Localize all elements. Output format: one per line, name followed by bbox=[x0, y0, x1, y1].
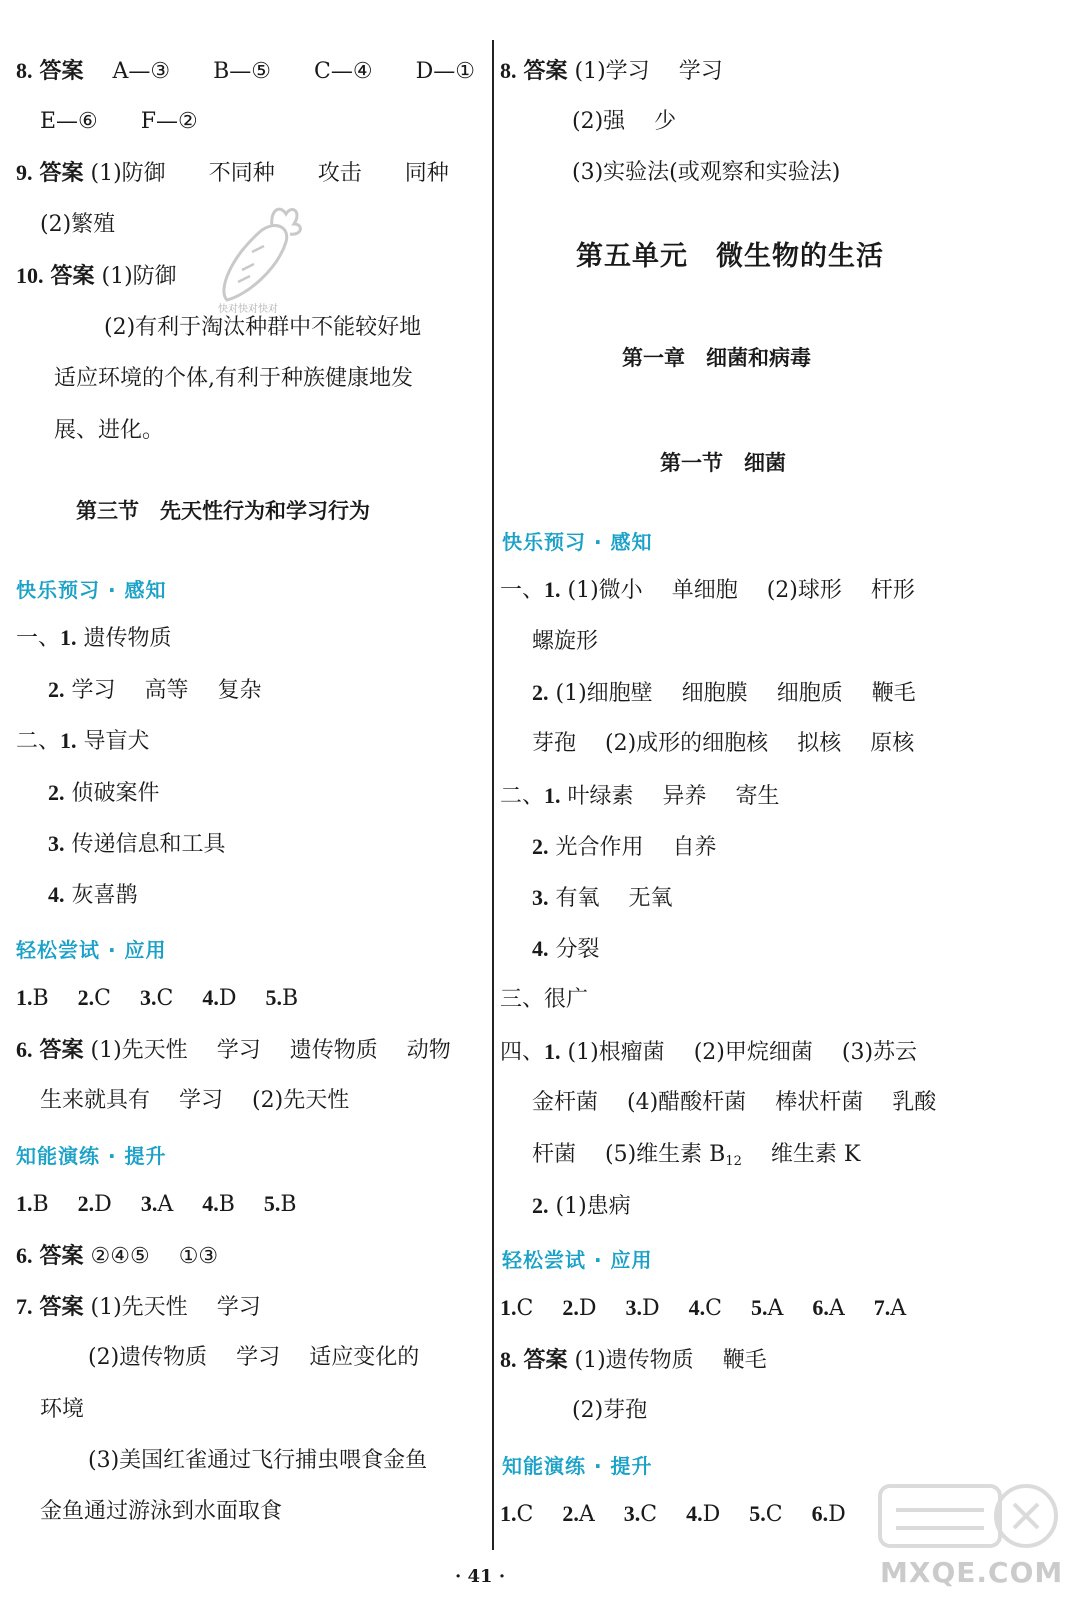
mc-answer bbox=[812, 1293, 844, 1324]
right-two-3 bbox=[532, 883, 673, 914]
q-number: 3. bbox=[625, 1295, 642, 1320]
q-number: 7. bbox=[16, 1294, 33, 1319]
answer-text: ①③ bbox=[178, 1244, 219, 1269]
q-number: 4. bbox=[202, 1191, 219, 1216]
q-number: 1. bbox=[544, 1039, 561, 1064]
answer-text: ②④⑤ bbox=[90, 1244, 150, 1269]
answer-text: (2)先天性 bbox=[252, 1088, 350, 1113]
right-column bbox=[500, 0, 1071, 1599]
part-label: 四、 bbox=[500, 1040, 545, 1065]
answer-text: 学习 bbox=[236, 1345, 281, 1370]
mc-answer bbox=[749, 1499, 782, 1530]
q-number: 8. bbox=[16, 58, 33, 83]
answer-choice: B bbox=[280, 1192, 297, 1217]
answer-text: 分裂 bbox=[555, 937, 600, 962]
right-q8-line1 bbox=[500, 56, 723, 87]
answer-text: 无氧 bbox=[628, 886, 673, 911]
answer-text: 学习 bbox=[216, 1038, 261, 1063]
q-number: 5. bbox=[265, 985, 282, 1010]
mc-answer bbox=[625, 1293, 659, 1324]
mc-answer bbox=[500, 1293, 533, 1324]
section-header-easy-try: 轻松尝试 · 应用 bbox=[16, 938, 167, 962]
mc-answer bbox=[78, 983, 111, 1014]
q-number: 4. bbox=[686, 1501, 703, 1526]
match-item: A—③ bbox=[112, 59, 171, 84]
right-q8-line3 bbox=[572, 158, 840, 188]
answer-text: 高等 bbox=[144, 678, 189, 703]
q-number: 10. bbox=[16, 263, 44, 288]
q-number: 4. bbox=[48, 882, 65, 907]
q-number: 2. bbox=[532, 834, 549, 859]
q-number: 6. bbox=[16, 1243, 33, 1268]
answer-text: 环境 bbox=[40, 1397, 85, 1422]
answer-text: 攻击 bbox=[317, 161, 362, 186]
answer-text: 杆菌 bbox=[532, 1142, 577, 1167]
right-one-1-line2 bbox=[532, 627, 598, 657]
q-number: 6. bbox=[812, 1295, 829, 1320]
answer-text: 适应变化的 bbox=[309, 1345, 420, 1370]
part-label: 三、 bbox=[500, 987, 545, 1012]
answer-text: (5)维生素 B bbox=[605, 1142, 726, 1167]
chapter-title: 第一章 细菌和病毒 bbox=[622, 346, 811, 370]
answer-choice: B bbox=[282, 986, 299, 1011]
answer-text: 灰喜鹊 bbox=[71, 883, 138, 908]
answer-text: (3)苏云 bbox=[841, 1040, 918, 1065]
right-one-2-line1 bbox=[532, 678, 916, 709]
q-number: 9. bbox=[16, 160, 33, 185]
q-number: 4. bbox=[532, 936, 549, 961]
page-number: · 41 · bbox=[455, 1566, 506, 1587]
left-q6b bbox=[16, 1241, 218, 1272]
answer-text: (3)美国红雀通过飞行捕虫喂食金鱼 bbox=[88, 1448, 428, 1473]
answer-text: 细胞膜 bbox=[681, 681, 748, 706]
answer-text: (3)实验法(或观察和实验法) bbox=[572, 160, 841, 185]
right-skill-answers bbox=[500, 1499, 846, 1530]
q-number: 8. bbox=[500, 1347, 517, 1372]
q-number: 3. bbox=[532, 885, 549, 910]
answer-choice: C bbox=[705, 1296, 722, 1321]
match-item: D—① bbox=[415, 59, 475, 84]
answer-choice: A bbox=[767, 1296, 784, 1321]
answer-text: (1)根瘤菌 bbox=[567, 1040, 665, 1065]
right-q8-line2 bbox=[572, 107, 676, 137]
answer-label: 答案 bbox=[523, 59, 568, 84]
q-number: 2. bbox=[562, 1501, 579, 1526]
left-q7-line2 bbox=[88, 1343, 419, 1373]
answer-choice: D bbox=[702, 1502, 721, 1527]
q-number: 1. bbox=[500, 1295, 517, 1320]
answer-text: (1)细胞壁 bbox=[555, 681, 653, 706]
right-q8b-line1 bbox=[500, 1345, 767, 1376]
section-header-happy-preview: 快乐预习 · 感知 bbox=[16, 578, 167, 602]
answer-text: (2)甲烷细菌 bbox=[693, 1040, 813, 1065]
answer-label: 答案 bbox=[39, 1295, 84, 1320]
right-one-1-line1 bbox=[500, 575, 915, 606]
mc-answer bbox=[500, 1499, 533, 1530]
right-three bbox=[500, 985, 588, 1015]
left-q10-line4 bbox=[54, 416, 164, 446]
answer-choice: C bbox=[156, 986, 174, 1011]
answer-text: (1)防御 bbox=[101, 264, 177, 289]
left-two-3 bbox=[48, 829, 226, 860]
answer-text: 单细胞 bbox=[671, 578, 738, 603]
mc-answer bbox=[874, 1293, 906, 1324]
answer-text: 杆形 bbox=[870, 578, 915, 603]
q-number: 2. bbox=[562, 1295, 579, 1320]
mc-answer bbox=[689, 1293, 722, 1324]
answer-text: (1)学习 bbox=[574, 59, 650, 84]
left-one-1 bbox=[16, 623, 172, 654]
answer-text: 遗传物质 bbox=[83, 626, 172, 651]
mc-answer bbox=[78, 1189, 112, 1220]
q-number: 4. bbox=[202, 985, 219, 1010]
answer-text: (4)醋酸杆菌 bbox=[627, 1090, 747, 1115]
answer-label: 答案 bbox=[39, 1038, 84, 1063]
carrot-watermark-icon bbox=[212, 200, 302, 310]
answer-text: (1)先天性 bbox=[90, 1295, 188, 1320]
mc-answer bbox=[16, 1189, 49, 1220]
part-label: 二、 bbox=[500, 784, 545, 809]
q-number: 1. bbox=[500, 1501, 517, 1526]
q-number: 3. bbox=[140, 1191, 158, 1216]
answer-choice: C bbox=[516, 1502, 534, 1527]
q-number: 4. bbox=[688, 1295, 706, 1320]
q-number: 1. bbox=[544, 783, 561, 808]
answer-text: 动物 bbox=[406, 1038, 451, 1063]
mc-answer bbox=[202, 983, 236, 1014]
part-label: 二、 bbox=[16, 729, 61, 754]
q-number: 6. bbox=[16, 1037, 33, 1062]
answer-choice: C bbox=[640, 1502, 658, 1527]
right-one-2-line2 bbox=[532, 729, 914, 759]
answer-label: 答案 bbox=[39, 59, 84, 84]
answer-text: 乳酸 bbox=[892, 1090, 937, 1115]
answer-text: 光合作用 bbox=[555, 835, 644, 860]
answer-choice: C bbox=[516, 1296, 534, 1321]
answer-text: 传递信息和工具 bbox=[71, 832, 226, 857]
q-number: 2. bbox=[48, 780, 65, 805]
column-divider bbox=[492, 40, 494, 1550]
q-number: 1. bbox=[544, 577, 561, 602]
right-four-1-line2 bbox=[532, 1088, 936, 1118]
q-number: 1. bbox=[16, 985, 33, 1010]
answer-text: 导盲犬 bbox=[83, 729, 150, 754]
answer-text: (2)球形 bbox=[766, 578, 842, 603]
answer-text: 芽孢 bbox=[532, 731, 577, 756]
answer-text: (1)微小 bbox=[567, 578, 643, 603]
answer-text: 学习 bbox=[179, 1088, 224, 1113]
answer-text: 很广 bbox=[544, 987, 589, 1012]
left-q6-line2 bbox=[40, 1086, 349, 1116]
answer-text: (2)遗传物质 bbox=[88, 1345, 208, 1370]
answer-choice: B bbox=[32, 1192, 49, 1217]
q-number: 1. bbox=[60, 625, 77, 650]
answer-text: 学习 bbox=[216, 1295, 261, 1320]
answer-text: 螺旋形 bbox=[532, 629, 599, 654]
answer-label: 答案 bbox=[50, 264, 95, 289]
q-number: 2. bbox=[77, 1191, 95, 1216]
match-item: B—⑤ bbox=[213, 59, 272, 84]
answer-text: 原核 bbox=[870, 731, 915, 756]
right-two-2 bbox=[532, 832, 717, 863]
answer-choice: C bbox=[94, 986, 112, 1011]
answer-choice: A bbox=[157, 1192, 174, 1217]
q-number: 2. bbox=[48, 677, 65, 702]
answer-text: 学习 bbox=[678, 59, 723, 84]
answer-choice: A bbox=[828, 1296, 845, 1321]
answer-text: 侦破案件 bbox=[71, 781, 160, 806]
q-number: 8. bbox=[500, 58, 517, 83]
match-item: E—⑥ bbox=[40, 109, 98, 134]
q-number: 2. bbox=[532, 1193, 549, 1218]
left-easy-answers bbox=[16, 983, 298, 1014]
answer-text: 少 bbox=[654, 109, 677, 134]
answer-text: (1)防御 bbox=[90, 161, 166, 186]
left-q9-line1 bbox=[16, 158, 449, 189]
section-header-skill-practice: 知能演练 · 提升 bbox=[502, 1454, 653, 1478]
answer-label: 答案 bbox=[39, 161, 84, 186]
left-q7-line4 bbox=[88, 1446, 427, 1476]
answer-choice: D bbox=[578, 1296, 597, 1321]
mc-answer bbox=[264, 1189, 297, 1220]
match-item: C—④ bbox=[314, 59, 373, 84]
answer-text: (2)芽孢 bbox=[572, 1398, 648, 1423]
answer-choice: C bbox=[765, 1502, 783, 1527]
answer-text: (2)成形的细胞核 bbox=[605, 731, 769, 756]
q-number: 1. bbox=[16, 1191, 33, 1216]
part-label: 一、 bbox=[16, 626, 61, 651]
left-q10-line1 bbox=[16, 261, 177, 292]
unit-title: 第五单元 微生物的生活 bbox=[576, 241, 884, 272]
left-q8-line1 bbox=[16, 56, 475, 87]
mc-answer bbox=[140, 983, 173, 1014]
answer-text: (2)强 bbox=[572, 109, 626, 134]
answer-choice: A bbox=[890, 1296, 907, 1321]
watermark-text: 快对快对快对 bbox=[218, 304, 278, 315]
answer-text: 金鱼通过游泳到水面取食 bbox=[40, 1499, 283, 1524]
q-number: 6. bbox=[811, 1501, 829, 1526]
left-q7-line5 bbox=[40, 1497, 282, 1527]
answer-text: 不同种 bbox=[208, 161, 275, 186]
q-number: 3. bbox=[623, 1501, 641, 1526]
match-item: F—② bbox=[140, 109, 198, 134]
q-number: 3. bbox=[48, 831, 65, 856]
left-q7-line1 bbox=[16, 1292, 261, 1323]
answer-choice: D bbox=[218, 986, 237, 1011]
left-q10-line3 bbox=[54, 364, 413, 394]
answer-text: 金杆菌 bbox=[532, 1090, 599, 1115]
section-title: 第三节 先天性行为和学习行为 bbox=[76, 499, 370, 523]
left-one-2 bbox=[48, 675, 262, 706]
left-two-1 bbox=[16, 726, 150, 757]
answer-text: 自养 bbox=[672, 835, 717, 860]
section-header-happy-preview: 快乐预习 · 感知 bbox=[502, 530, 653, 554]
q-number: 2. bbox=[532, 680, 549, 705]
mc-answer bbox=[812, 1499, 846, 1530]
answer-text: (2)繁殖 bbox=[40, 212, 116, 237]
answer-text: 拟核 bbox=[797, 731, 842, 756]
answer-text: (1)患病 bbox=[555, 1194, 631, 1219]
section-title: 第一节 细菌 bbox=[660, 451, 786, 475]
answer-text: 鞭毛 bbox=[722, 1348, 767, 1373]
section-header-easy-try: 轻松尝试 · 应用 bbox=[502, 1248, 653, 1272]
left-q10-line2 bbox=[104, 313, 421, 343]
answer-text: 遗传物质 bbox=[289, 1038, 378, 1063]
answer-text: 同种 bbox=[404, 161, 449, 186]
answer-text: (1)遗传物质 bbox=[574, 1348, 694, 1373]
mc-answer bbox=[624, 1499, 657, 1530]
left-q7-line3 bbox=[40, 1395, 84, 1425]
answer-text: 有氧 bbox=[555, 886, 600, 911]
right-two-1 bbox=[500, 781, 780, 812]
answer-text: 异养 bbox=[662, 784, 707, 809]
left-two-4 bbox=[48, 880, 138, 911]
left-skill-answers bbox=[16, 1189, 297, 1220]
q-number: 1. bbox=[60, 728, 77, 753]
right-q8b-line2 bbox=[572, 1396, 647, 1426]
q-number: 3. bbox=[140, 985, 157, 1010]
answer-choice: D bbox=[641, 1296, 660, 1321]
answer-choice: B bbox=[32, 986, 49, 1011]
answer-text: 寄生 bbox=[735, 784, 780, 809]
q-number: 2. bbox=[77, 985, 95, 1010]
part-label: 一、 bbox=[500, 578, 545, 603]
q-number: 5. bbox=[263, 1191, 281, 1216]
answer-text: 适应环境的个体,有利于种族健康地发 bbox=[54, 366, 413, 391]
q-number: 5. bbox=[749, 1501, 766, 1526]
left-q8-line2 bbox=[40, 107, 198, 137]
answer-text: 学习 bbox=[71, 678, 116, 703]
subscript: 12 bbox=[725, 1154, 742, 1169]
section-header-skill-practice: 知能演练 · 提升 bbox=[16, 1144, 167, 1168]
left-q9-line2 bbox=[40, 210, 115, 240]
answer-choice: D bbox=[828, 1502, 846, 1527]
right-four-2 bbox=[532, 1191, 631, 1222]
answer-choice: A bbox=[578, 1502, 595, 1527]
mc-answer bbox=[562, 1499, 594, 1530]
answer-text: (2)有利于淘汰种群中不能较好地 bbox=[104, 315, 422, 340]
answer-label: 答案 bbox=[39, 1244, 84, 1269]
answer-text: 叶绿素 bbox=[567, 784, 634, 809]
mc-answer bbox=[202, 1189, 235, 1220]
answer-text: 鞭毛 bbox=[871, 681, 916, 706]
answer-label: 答案 bbox=[523, 1348, 568, 1373]
answer-text: 展、进化。 bbox=[54, 418, 165, 443]
answer-choice: D bbox=[94, 1192, 112, 1217]
answer-text: (1)先天性 bbox=[90, 1038, 188, 1063]
mc-answer bbox=[266, 983, 299, 1014]
answer-choice: B bbox=[218, 1192, 235, 1217]
left-q6-line1 bbox=[16, 1035, 451, 1066]
q-number: 7. bbox=[873, 1295, 891, 1320]
left-two-2 bbox=[48, 778, 160, 809]
watermark-logo-text: MXQE.COM bbox=[880, 1556, 1064, 1589]
mc-answer bbox=[562, 1293, 596, 1324]
right-four-1-line1 bbox=[500, 1037, 917, 1068]
answer-text: 维生素 K bbox=[770, 1142, 861, 1167]
answer-text: 细胞质 bbox=[776, 681, 843, 706]
right-two-4 bbox=[532, 934, 600, 965]
right-four-1-line3 bbox=[532, 1140, 860, 1177]
answer-text: 棒状杆菌 bbox=[775, 1090, 864, 1115]
mc-answer bbox=[141, 1189, 173, 1220]
mc-answer bbox=[16, 983, 49, 1014]
answer-text: 复杂 bbox=[217, 678, 262, 703]
right-easy-answers bbox=[500, 1293, 906, 1324]
mc-answer bbox=[751, 1293, 783, 1324]
mc-answer bbox=[686, 1499, 720, 1530]
answer-text: 生来就具有 bbox=[40, 1088, 151, 1113]
q-number: 5. bbox=[750, 1295, 768, 1320]
